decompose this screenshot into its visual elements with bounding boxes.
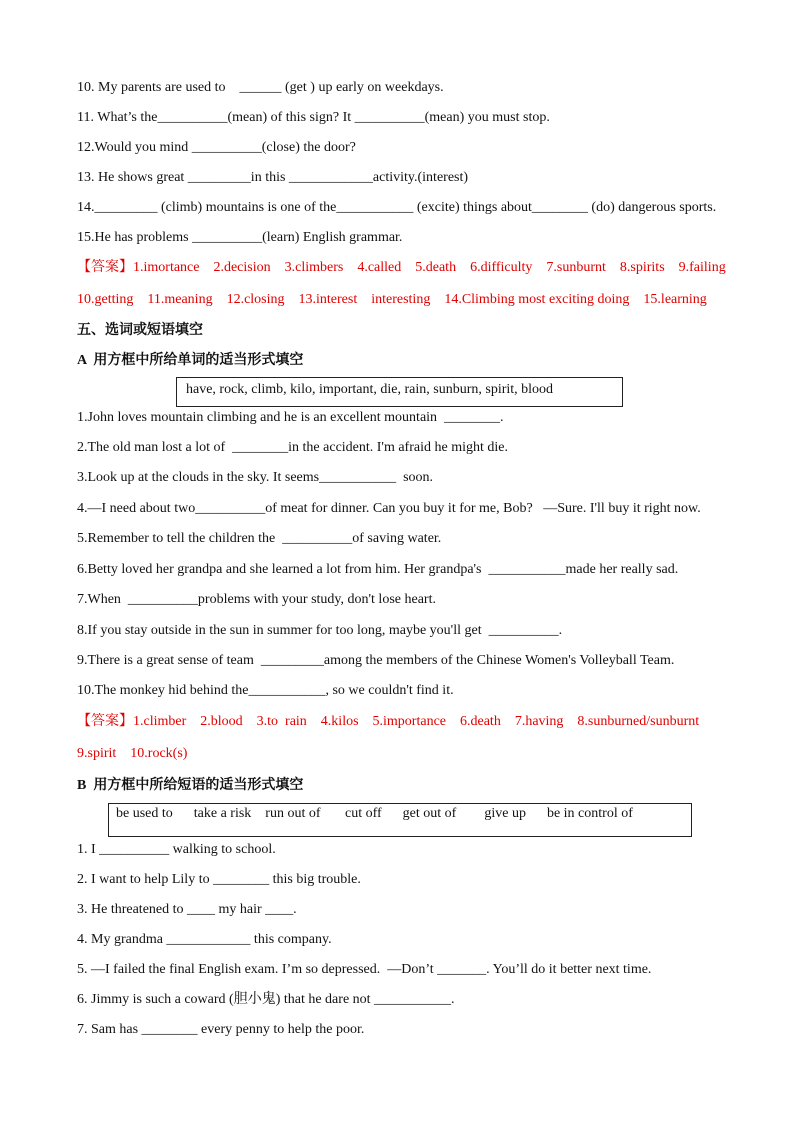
part-a-question-1: 1.John loves mountain climbing and he is an excellent mountain ________. <box>77 410 504 425</box>
part-a-question-9: 9.There is a great sense of team _________among the members of the Chinese Women's Volleyball Team. <box>77 653 675 668</box>
part-a-question-7: 7.When __________problems with your study, don't lose heart. <box>77 592 436 607</box>
question-11: 11. What’s the__________(mean) of this sign? It __________(mean) you must stop. <box>77 110 550 125</box>
part-a-question-2: 2.The old man lost a lot of ________in the accident. I'm afraid he might die. <box>77 440 508 455</box>
question-14: 14._________ (climb) mountains is one of the___________ (excite) things about________ (do) dangerous sports. <box>77 200 717 215</box>
part-a-question-5: 5.Remember to tell the children the __________of saving water. <box>77 531 442 546</box>
word-box-text: have, rock, climb, kilo, important, die, rain, sunburn, spirit, blood <box>186 382 554 397</box>
part-b-question-3: 3. He threatened to ____ my hair ____. <box>77 902 297 917</box>
part-b-question-4: 4. My grandma ____________ this company. <box>77 932 332 947</box>
part-b-question-7: 7. Sam has ________ every penny to help the poor. <box>77 1022 365 1037</box>
section-heading: 五、选词或短语填空 <box>77 323 203 338</box>
part-b-heading: B 用方框中所给短语的适当形式填空 <box>77 778 304 793</box>
answer-key-line: 10.getting 11.meaning 12.closing 13.interest interesting 14.Climbing most exciting doing 15.learning <box>77 292 707 307</box>
part-a-question-6: 6.Betty loved her grandpa and she learned a lot from him. Her grandpa's ___________made her really sad. <box>77 562 679 577</box>
part-a-question-10: 10.The monkey hid behind the___________, so we couldn't find it. <box>77 683 454 698</box>
answer-key-line: 【答案】1.imortance 2.decision 3.climbers 4.called 5.death 6.difficulty 7.sunburnt 8.spirits 9.failing <box>77 260 726 275</box>
part-a-heading: A 用方框中所给单词的适当形式填空 <box>77 353 304 368</box>
part-a-question-4: 4.—I need about two__________of meat for dinner. Can you buy it for me, Bob? —Sure. I'll buy it right now. <box>77 501 701 516</box>
part-b-question-6: 6. Jimmy is such a coward (胆小鬼) that he dare not ___________. <box>77 992 455 1007</box>
question-12: 12.Would you mind __________(close) the door? <box>77 140 356 155</box>
part-a-question-3: 3.Look up at the clouds in the sky. It seems___________ soon. <box>77 470 434 485</box>
answer-key-line: 【答案】1.climber 2.blood 3.to rain 4.kilos 5.importance 6.death 7.having 8.sunburned/sunburnt <box>77 714 700 729</box>
part-b-question-2: 2. I want to help Lily to ________ this big trouble. <box>77 872 361 887</box>
question-13: 13. He shows great _________in this ____________activity.(interest) <box>77 170 469 185</box>
part-b-question-5: 5. —I failed the final English exam. I’m so depressed. —Don’t _______. You’ll do it better next time. <box>77 962 652 977</box>
part-a-question-8: 8.If you stay outside in the sun in summer for too long, maybe you'll get __________. <box>77 623 563 638</box>
part-b-question-1: 1. I __________ walking to school. <box>77 842 276 857</box>
phrase-box-text: be used to take a risk run out of cut off get out of give up be in control of <box>116 806 633 821</box>
question-10: 10. My parents are used to ______ (get ) up early on weekdays. <box>77 80 444 95</box>
answer-key-line: 9.spirit 10.rock(s) <box>77 746 188 761</box>
question-15: 15.He has problems __________(learn) English grammar. <box>77 230 403 245</box>
